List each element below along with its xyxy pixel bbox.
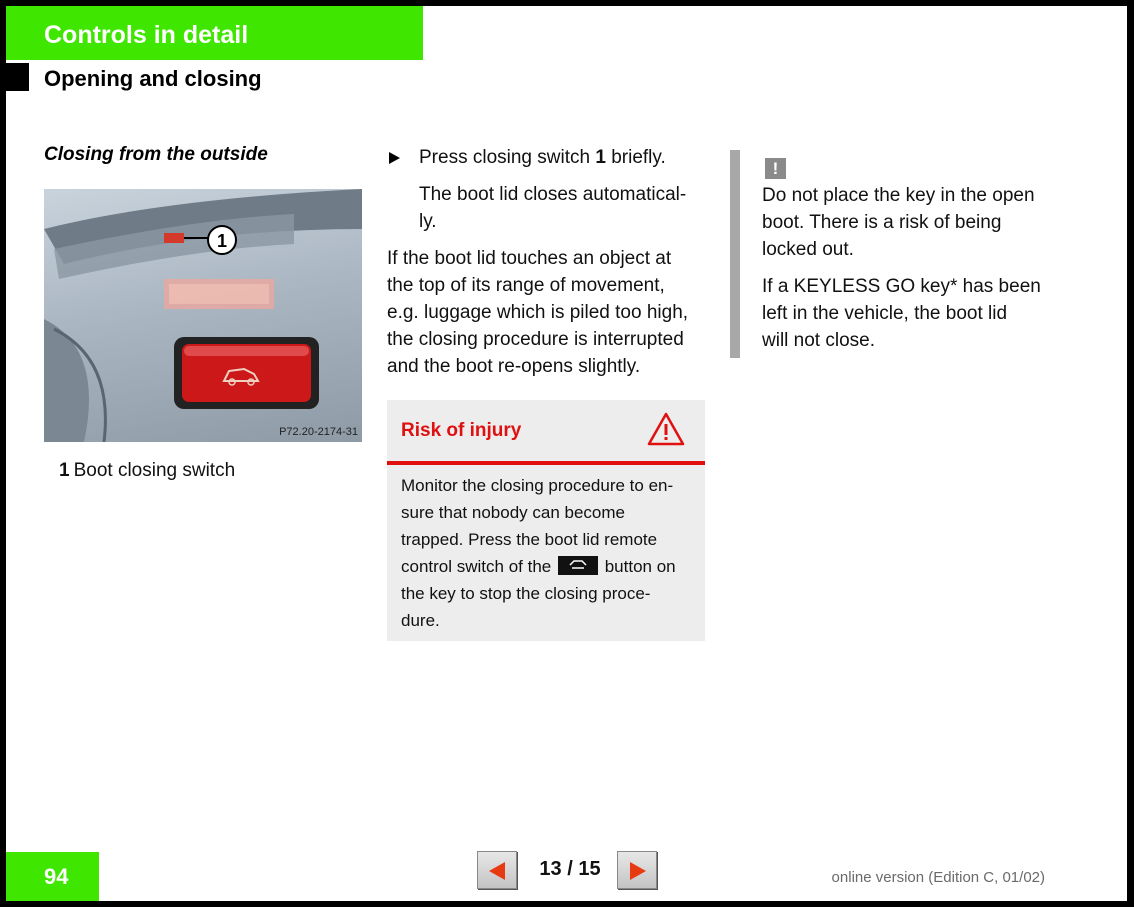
para-line: the top of its range of movement, (387, 275, 665, 296)
step-text: Press closing switch (419, 147, 591, 168)
note-side-bar (730, 150, 740, 358)
caption-text: Boot closing switch (73, 460, 236, 481)
manual-page (6, 6, 1127, 901)
step-number: 1 (595, 147, 606, 168)
result-line: ly. (419, 211, 437, 232)
chapter-title: Controls in detail (6, 6, 423, 60)
bullet-arrow-icon (389, 152, 400, 164)
previous-page-button[interactable] (477, 851, 517, 889)
next-page-button[interactable] (617, 851, 657, 889)
warning-divider (387, 461, 705, 465)
warning-line: Monitor the closing procedure to en- (401, 476, 674, 495)
warning-box (387, 400, 705, 641)
para-line: and the boot re-opens slightly. (387, 356, 641, 377)
callout-number: 1 (216, 231, 228, 251)
warning-line: dure. (401, 611, 440, 630)
boot-photo-illustration (44, 189, 362, 442)
middle-column (387, 144, 705, 380)
boot-switch-photo (44, 189, 362, 442)
section-marker (6, 63, 29, 91)
page-counter: 13 / 15 (539, 858, 601, 880)
para-line: the closing procedure is interrupted (387, 329, 684, 350)
note-paragraph: Do not place the key in the open boot. There is a risk of being locked out. (762, 185, 1035, 260)
step-result (387, 181, 705, 235)
warning-line: sure that nobody can become (401, 503, 625, 522)
warning-text (401, 472, 697, 634)
note-text (762, 182, 1060, 354)
warning-line: trapped. Press the boot lid remote (401, 530, 658, 549)
para-line: If the boot lid touches an object at (387, 248, 672, 269)
subsection-heading: Closing from the outside (44, 144, 268, 165)
arrow-left-icon (489, 862, 505, 880)
para-line: e.g. luggage which is piled too high, (387, 302, 689, 323)
note-paragraph: If a KEYLESS GO key* has been left in the vehicle, the boot lid will not close. (762, 276, 1041, 351)
warning-line: control switch of the button on (401, 557, 676, 576)
info-paragraph (387, 245, 705, 380)
edition-info: online version (Edition C, 01/02) (831, 869, 1045, 886)
switch-location (164, 233, 184, 243)
warning-triangle-icon (647, 412, 685, 446)
warning-line: the key to stop the closing proce- (401, 584, 651, 603)
step-text-end: briefly. (611, 147, 666, 168)
exclamation-icon: ! (765, 158, 786, 179)
result-line: The boot lid closes automatical- (419, 184, 687, 205)
warning-title: Risk of injury (401, 420, 522, 441)
section-title: Opening and closing (44, 66, 262, 91)
arrow-right-icon (630, 862, 646, 880)
photo-reference-code: P72.20-2174-31 (279, 426, 358, 438)
page-number: 94 (6, 852, 99, 901)
caption-number: 1 (59, 460, 70, 481)
photo-caption (59, 460, 235, 482)
boot-lid-key-button-icon (558, 556, 598, 575)
left-column (44, 144, 362, 481)
instruction-step (387, 144, 705, 171)
